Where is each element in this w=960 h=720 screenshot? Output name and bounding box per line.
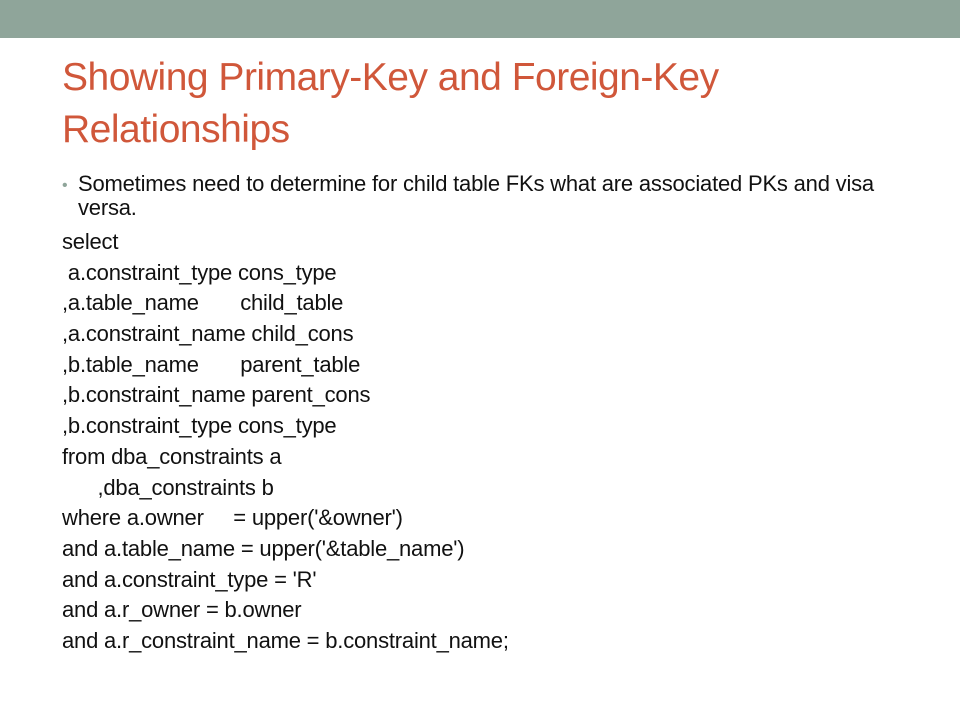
code-line: where a.owner = upper('&owner')	[62, 505, 403, 531]
bullet-text: Sometimes need to determine for child table FKs what are associated PKs and visa versa.	[78, 171, 874, 220]
code-line: ,a.table_name child_table	[62, 290, 344, 316]
code-line: a.constraint_type cons_type	[62, 259, 337, 285]
top-accent-bar	[0, 0, 960, 38]
code-line: and a.constraint_type = 'R'	[62, 566, 317, 592]
code-line: ,dba_constraints b	[62, 474, 274, 500]
bullet-marker-icon: •	[62, 177, 68, 194]
code-line: ,b.table_name parent_table	[62, 351, 361, 377]
code-line: and a.table_name = upper('&table_name')	[62, 535, 465, 561]
code-line: from dba_constraints a	[62, 443, 282, 469]
code-line: ,b.constraint_name parent_cons	[62, 382, 371, 408]
code-line: ,a.constraint_name child_cons	[62, 321, 354, 347]
code-line: select	[62, 229, 119, 254]
bullet-item	[62, 172, 922, 220]
code-line: and a.r_constraint_name = b.constraint_name;	[62, 627, 509, 653]
slide-title: Showing Primary-Key and Foreign-Key Relationships	[62, 56, 719, 151]
sql-code-block	[62, 227, 922, 657]
code-line: ,b.constraint_type cons_type	[62, 413, 337, 439]
code-line: and a.r_owner = b.owner	[62, 597, 302, 623]
